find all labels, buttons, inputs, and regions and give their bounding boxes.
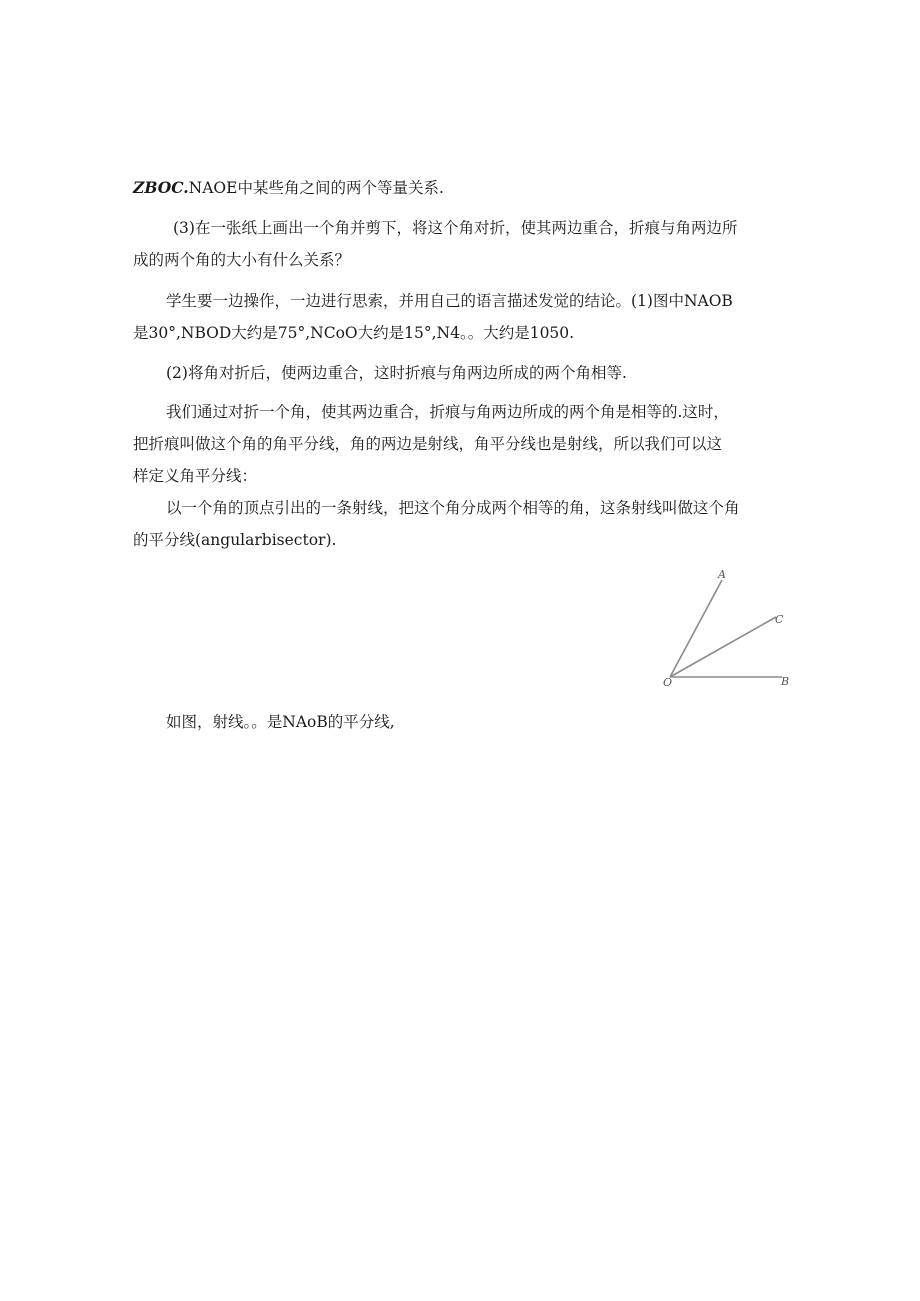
label-b: B xyxy=(781,675,790,688)
answer-2-line: (2)将角对折后，使两边重合，这时折痕与角两边所成的两个角相等. xyxy=(166,364,627,382)
intro-line xyxy=(133,172,793,204)
label-a: A xyxy=(718,568,726,581)
label-o: O xyxy=(663,676,673,689)
angle-diagram xyxy=(658,566,794,692)
paragraph-answer-2 xyxy=(133,357,793,389)
zboc-label: ZBOC. xyxy=(133,178,189,197)
definition-line-2: 的平分线(angularbisector). xyxy=(133,531,337,549)
student-line-2: 是30°,NBOD大约是75°,NCoO大约是15°,N4。。大约是1050. xyxy=(133,324,575,342)
explain-line-2: 把折痕叫做这个角的角平分线，角的两边是射线，角平分线也是射线，所以我们可以这 xyxy=(133,435,723,453)
caption-line: 如图，射线。。是NAoB的平分线, xyxy=(166,713,395,731)
explain-line-3: 样定义角平分线： xyxy=(133,467,258,485)
paragraph-definition xyxy=(133,492,793,556)
label-c: C xyxy=(775,613,784,626)
definition-line-1: 以一个角的顶点引出的一条射线，把这个角分成两个相等的角，这条射线叫做这个角 xyxy=(166,499,740,517)
intro-text: NAOE中某些角之间的两个等量关系. xyxy=(188,179,444,197)
paragraph-explanation xyxy=(133,396,793,492)
paragraph-caption xyxy=(133,706,793,738)
angle-bisector-figure xyxy=(658,566,794,692)
paragraph-question-3 xyxy=(133,212,793,276)
student-line-1: 学生要一边操作，一边进行思索，并用自己的语言描述发觉的结论。(1)图中NAOB xyxy=(166,292,733,310)
q3-line-1: (3)在一张纸上画出一个角并剪下，将这个角对折，使其两边重合，折痕与角两边所 xyxy=(173,219,738,237)
paragraph-intro xyxy=(133,172,793,204)
explain-line-1: 我们通过对折一个角，使其两边重合，折痕与角两边所成的两个角是相等的.这时， xyxy=(166,403,729,421)
q3-line-2: 成的两个角的大小有什么关系？ xyxy=(133,251,351,269)
paragraph-student-answer xyxy=(133,285,793,349)
